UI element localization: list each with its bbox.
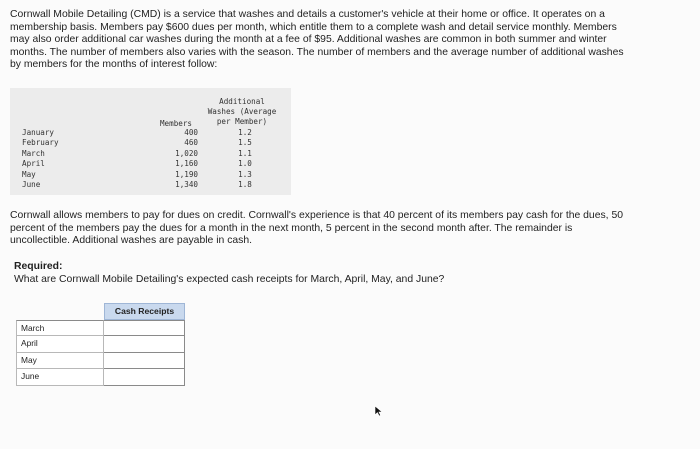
answer-row-may	[16, 353, 185, 369]
month-cell: May	[22, 169, 36, 179]
intro-line: months. The number of members also varies with the season. The number of members and the average number of additional washes	[10, 46, 624, 58]
answer-row-march	[16, 320, 185, 336]
answer-row-april	[16, 336, 185, 352]
additional-washes-header: Additional Washes (Average per Member)	[207, 97, 277, 127]
month-cell: January	[22, 128, 55, 137]
april-cash-input[interactable]	[104, 339, 184, 354]
intro-line: membership basis. Members pay $600 dues per month, which entitle them to a complete wash and detail service monthly. Members	[10, 21, 617, 33]
washes-cell: 1.1	[238, 148, 252, 158]
table-row	[22, 128, 286, 138]
table-row	[22, 170, 286, 180]
washes-cell: 1.8	[238, 179, 252, 189]
terms-line: percent of the members pay the dues for a month in the next month, 5 percent in the second month after. The remainder is	[10, 222, 573, 234]
table-row	[22, 138, 286, 148]
terms-line: Cornwall allows members to pay for dues on credit. Cornwall's experience is that 40 percent of its members pay cash for the dues, 50	[10, 210, 624, 221]
washes-cell: 1.0	[238, 159, 252, 169]
washes-cell: 1.2	[238, 128, 252, 137]
answer-header-row	[16, 303, 185, 320]
required-heading: Required:	[14, 261, 63, 272]
june-cash-input[interactable]	[104, 371, 184, 386]
washes-cell: 1.5	[238, 138, 252, 148]
table-row	[22, 180, 286, 190]
month-cell: June	[22, 179, 41, 189]
intro-line: by members for the months of interest follow:	[10, 59, 218, 71]
month-cell: March	[22, 148, 45, 158]
row-label: March	[16, 320, 104, 336]
members-cell: 1,160	[175, 159, 198, 169]
payment-terms-paragraph	[10, 210, 695, 248]
members-data-table	[10, 88, 291, 195]
cash-receipts-answer-table	[16, 303, 185, 386]
table-row	[22, 159, 286, 169]
month-cell: April	[22, 159, 45, 169]
members-cell: 1,340	[175, 179, 198, 189]
washes-cell: 1.3	[238, 169, 252, 179]
members-cell: 400	[184, 128, 198, 137]
answer-row-june	[16, 369, 185, 385]
members-cell: 1,190	[175, 169, 198, 179]
may-cash-input[interactable]	[104, 355, 184, 370]
members-cell: 460	[184, 138, 198, 148]
intro-paragraph	[10, 9, 690, 72]
members-cell: 1,020	[175, 148, 198, 158]
data-rows	[22, 128, 286, 190]
table-row	[22, 149, 286, 159]
row-label: May	[16, 353, 104, 369]
intro-line: may also order additional car washes during the month at a fee of $95. Additional washes are common in both summer and winter	[10, 34, 607, 46]
row-label: June	[16, 369, 104, 385]
cash-receipts-header: Cash Receipts	[104, 303, 185, 320]
mouse-pointer-icon	[374, 405, 384, 417]
members-header: Members	[159, 119, 192, 128]
required-question: What are Cornwall Mobile Detailing's expected cash receipts for March, April, May, and June?	[14, 274, 445, 285]
terms-line: uncollectible. Additional washes are payable in cash.	[10, 235, 253, 247]
month-cell: February	[22, 138, 59, 148]
intro-line: Cornwall Mobile Detailing (CMD) is a service that washes and details a customer's vehicle at their home or office. It operates on a	[10, 9, 605, 20]
row-label: April	[16, 336, 104, 352]
problem-intro	[10, 9, 690, 72]
